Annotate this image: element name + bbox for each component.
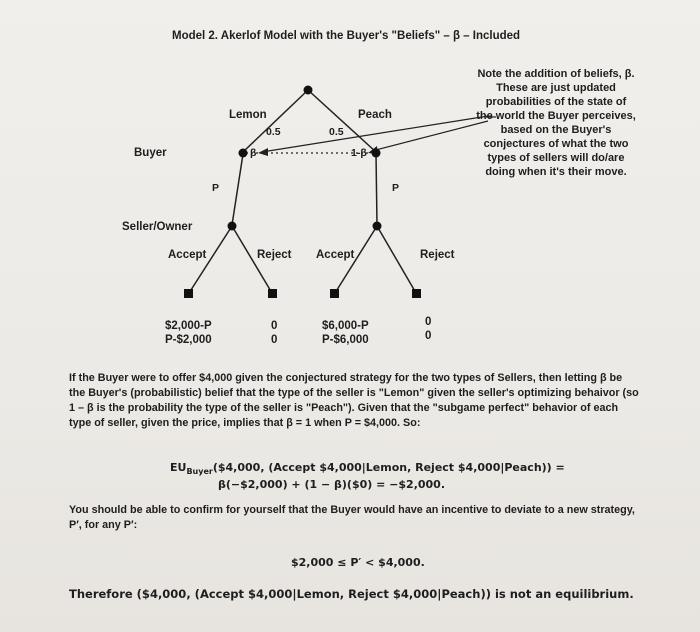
- payoff-2-seller: 0: [271, 320, 278, 332]
- terminal-node-3: [330, 289, 339, 298]
- terminal-node-4: [412, 289, 421, 298]
- payoff-3-seller: $6,000-P: [322, 320, 369, 332]
- equation-expected-utility-result: β(−$2,000) + (1 − β)($0) = −$2,000.: [218, 478, 446, 491]
- label-price-left: P: [212, 182, 220, 194]
- label-reject-right: Reject: [420, 249, 455, 261]
- label-prob-right: 0.5: [329, 126, 344, 138]
- label-lemon: Lemon: [229, 109, 267, 121]
- payoff-4-buyer: 0: [425, 330, 432, 342]
- buyer-node-lemon: [239, 149, 248, 158]
- side-note: Note the addition of beliefs, β. These are just updated probabilities of the state of the world the Buyer perceives, based on the Buyer's conjectures of what the two types of sellers will do/are doing when it's their move.: [476, 68, 636, 178]
- tree-edge-reject-right: [377, 226, 416, 293]
- seller-node-peach: [373, 222, 382, 231]
- payoff-2-buyer: 0: [271, 334, 278, 346]
- terminal-node-1: [184, 289, 193, 298]
- inequality-deviation-range: $2,000 ≤ P′ < $4,000.: [291, 556, 425, 569]
- label-reject-left: Reject: [257, 249, 292, 261]
- equation-expected-utility: $EU_{Buyer}(\$4,000$, (Accept $4,000|Lemon, Reject $4,000|Peach)) =: [170, 461, 565, 477]
- conclusion-statement: Therefore ($4,000, (Accept $4,000|Lemon, Reject $4,000|Peach)) is not an equilibrium.: [69, 587, 634, 601]
- label-peach: Peach: [358, 109, 392, 121]
- payoff-3-buyer: P-$6,000: [322, 334, 369, 346]
- tree-edge-offer-right: [376, 154, 377, 225]
- label-accept-right: Accept: [316, 249, 355, 261]
- note-arrow-beta: [262, 116, 488, 152]
- seller-node-lemon: [228, 222, 237, 231]
- paragraph-deviation: You should be able to confirm for yourself that the Buyer would have an incentive to deviate to a new strategy, P′, for any P′:: [69, 504, 635, 531]
- equation-expected-utility-text: ($4,000, (Accept $4,000|Lemon, Reject $4,000|Peach)) =: [212, 461, 565, 474]
- payoff-1-buyer: P-$2,000: [165, 334, 212, 346]
- label-price-right: P: [392, 182, 400, 194]
- paragraph-conjectured-strategy: If the Buyer were to offer $4,000 given the conjectured strategy for the two types of Sellers, then letting β be the Buyer's (probabilistic) belief that the type of the seller is "Lemon" given the seller's optimizing behaivor (so 1 – β is the probability the type of the seller is "Peach"). Given that the "subgame perfect" behavior of each type of seller, given the price, implies that β = 1 when P = $4,000. So:: [69, 372, 639, 429]
- label-prob-left: 0.5: [266, 126, 281, 138]
- page-title: Model 2. Akerlof Model with the Buyer's "Beliefs" – β – Included: [172, 30, 521, 42]
- buyer-node-peach: [372, 149, 381, 158]
- label-buyer: Buyer: [134, 147, 167, 159]
- nature-node: [304, 86, 313, 95]
- label-one-minus-beta: 1-β: [351, 147, 367, 159]
- label-seller-owner: Seller/Owner: [122, 221, 193, 233]
- tree-edge-lemon: [243, 90, 308, 152]
- label-accept-left: Accept: [168, 249, 207, 261]
- terminal-node-2: [268, 289, 277, 298]
- payoff-1-seller: $2,000-P: [165, 320, 212, 332]
- arrowhead-beta: [258, 148, 268, 156]
- payoff-4-seller: 0: [425, 316, 432, 328]
- label-beta: β: [250, 147, 257, 159]
- tree-edge-offer-left: [232, 154, 243, 225]
